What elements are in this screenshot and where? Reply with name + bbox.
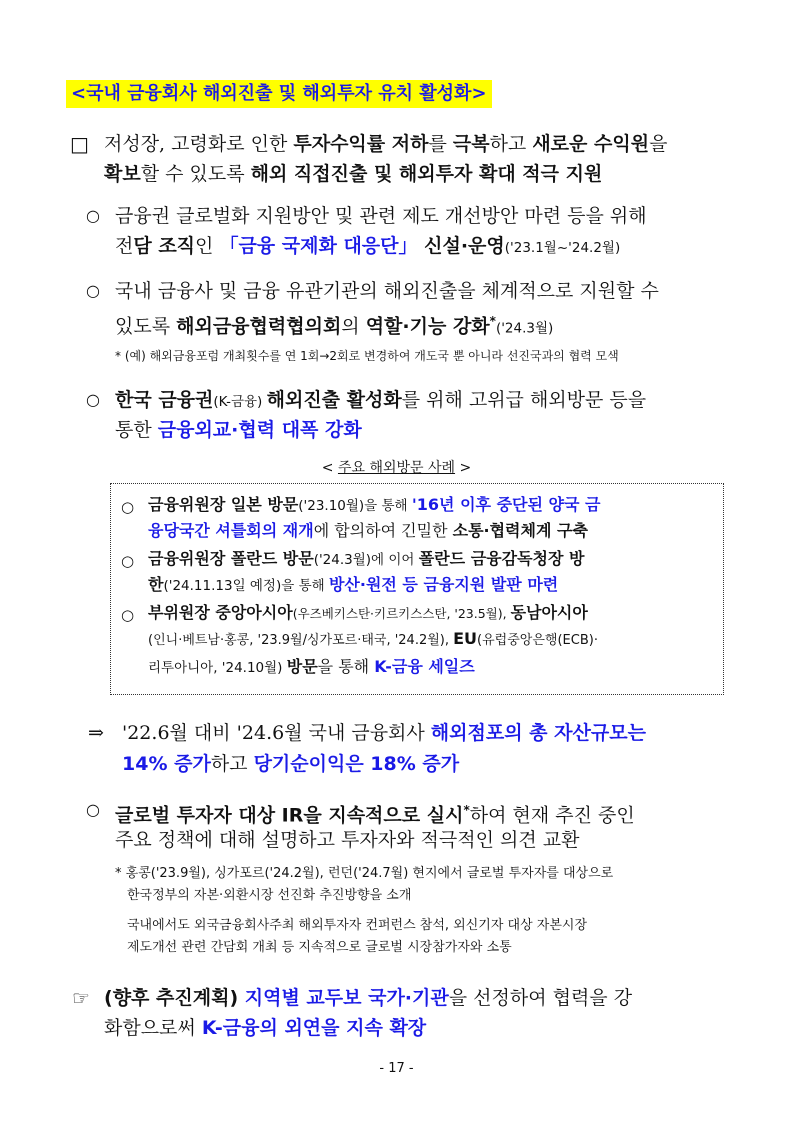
bullet-1-marker: ○ xyxy=(86,206,100,225)
bullet-4-footnote-3: 국내에서도 외국금융회사주최 해외투자자 컨퍼런스 참석, 외신기자 대상 자본시장 xyxy=(127,918,588,933)
bullet-2-marker: ○ xyxy=(86,281,100,300)
result-line-2: 14% 증가하고 당기순이익은 18% 증가 xyxy=(122,753,460,775)
pointing-hand-icon: ☞ xyxy=(72,986,90,1010)
bullet-3-marker: ○ xyxy=(86,390,100,409)
bullet-2-footnote: * (예) 해외금융포럼 개최횟수를 연 1회→2회로 변경하여 개도국 뿐 아니라 선진국과의 협력 모색 xyxy=(115,349,619,363)
bullet-4-footnote-2: 한국정부의 자본·외환시장 선진화 추진방향을 소개 xyxy=(127,888,412,903)
bullet-4-marker: ○ xyxy=(86,800,100,819)
bullet-3-line-2: 통한 금융외교·협력 대폭 강화 xyxy=(115,419,362,441)
plan-line-2: 화함으로써 K-금융의 외연을 지속 확장 xyxy=(104,1017,427,1039)
visit-3-line-3: 리투아니아, '24.10월) 방문을 통해 K-금융 세일즈 xyxy=(148,657,475,676)
result-line-1: '22.6월 대비 '24.6월 국내 금융회사 해외점포의 총 자산규모는 xyxy=(122,722,646,744)
visit-2-line-1: 금융위원장 폴란드 방문('24.3월)에 이어 폴란드 금융감독청장 방 xyxy=(148,549,585,568)
visit-2-line-2: 한('24.11.13일 예정)을 통해 방산·원전 등 금융지원 발판 마련 xyxy=(148,575,559,594)
visit-3-marker: ○ xyxy=(121,606,135,624)
bullet-2-line-2: 있도록 해외금융협력협의회의 역할·기능 강화*('24.3월) xyxy=(115,314,554,338)
visit-2-marker: ○ xyxy=(121,552,135,570)
main-marker: □ xyxy=(70,132,89,156)
visits-box xyxy=(110,483,724,695)
bullet-1-line-1: 금융권 글로벌화 지원방안 및 관련 제도 개선방안 마련 등을 위해 xyxy=(115,205,647,227)
bullet-4-line-1: 글로벌 투자자 대상 IR을 지속적으로 실시*하여 현재 추진 중인 xyxy=(115,803,635,827)
visit-1-marker: ○ xyxy=(121,498,135,516)
bullet-3-line-1: 한국 금융권(K-금융) 해외진출 활성화를 위해 고위급 해외방문 등을 xyxy=(115,389,647,411)
bullet-2-line-1: 국내 금융사 및 금융 유관기관의 해외진출을 체계적으로 지원할 수 xyxy=(115,280,659,302)
bullet-4-line-2: 주요 정책에 대해 설명하고 투자자와 적극적인 의견 교환 xyxy=(115,829,580,851)
plan-line-1: (향후 추진계획) 지역별 교두보 국가·기관을 선정하여 협력을 강 xyxy=(104,987,633,1009)
visit-1-line-2: 융당국간 셔틀회의 재개에 합의하여 긴밀한 소통·협력체계 구축 xyxy=(148,521,588,540)
bullet-4-footnote-1: * 홍콩('23.9월), 싱가포르('24.2월), 런던('24.7월) 현지에서 글로벌 투자자를 대상으로 xyxy=(115,866,614,881)
main-line-2: 확보할 수 있도록 해외 직접진출 및 해외투자 확대 적극 지원 xyxy=(104,163,603,185)
bullet-4-footnote-4: 제도개선 관련 간담회 개최 등 지속적으로 글로벌 시장참가자와 소통 xyxy=(127,940,512,955)
section-heading: <국내 금융회사 해외진출 및 해외투자 유치 활성화> xyxy=(66,80,492,108)
result-arrow: ⇒ xyxy=(88,722,104,744)
visit-3-line-2: (인니·베트남·홍콩, '23.9월/싱가포르·태국, '24.2월), EU(유럽중앙은행(ECB)· xyxy=(148,629,598,648)
main-line-1: 저성장, 고령화로 인한 투자수익률 저하를 극복하고 새로운 수익원을 xyxy=(104,133,668,155)
visit-1-line-1: 금융위원장 일본 방문('23.10월)을 통해 '16년 이후 중단된 양국 금 xyxy=(148,495,601,514)
visits-box-title: < 주요 해외방문 사례 > xyxy=(321,460,472,476)
visit-3-line-1: 부위원장 중앙아시아(우즈베키스탄·키르키스스탄, '23.5월), 동남아시아 xyxy=(148,603,588,622)
page-number: - 17 - xyxy=(379,1061,414,1076)
bullet-1-line-2: 전담 조직인 「금융 국제화 대응단」 신설·운영('23.1월~'24.2월) xyxy=(115,235,621,257)
